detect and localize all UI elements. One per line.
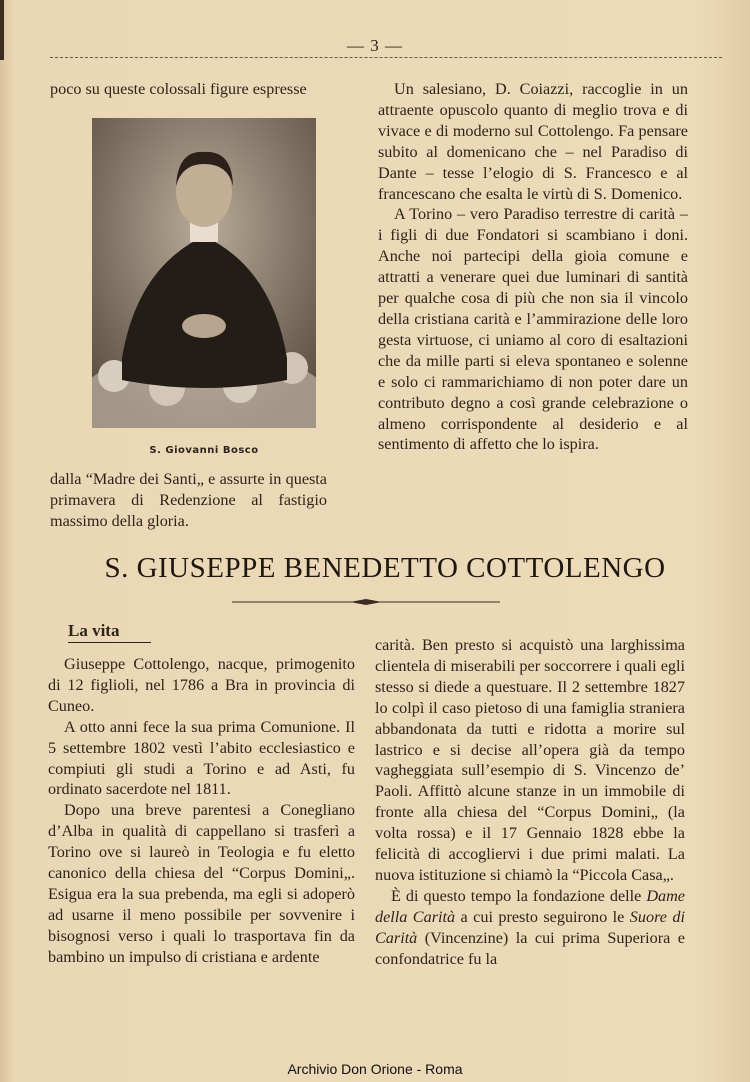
paragraph: carità. Ben presto si acquistò una larghissima clientela di miserabili per soccorrere i quali egli stesso si diede a questuare. Il 2 settembre 1827 lo colpì il caso pietoso di una famiglia straniera abbandonata da tutti e ridotta a morire sul lastrico e si decise all’opera già da tempo vagheggiata sull’esempio di S. Vincenzo de’ Paoli. Affittò alcune stanze in un immobile di fronte alla chiesa del “Corpus Domini„ (la volta rossa) e il 17 Gennaio 1828 ebbe la felicità di accogliervi i due primi malati. La nuova istituzione si chiamò la “Piccola Casa„. (375, 636, 685, 884)
paragraph: Giuseppe Cottolengo, nacque, primogenito di 12 figlioli, nel 1786 a Bra in provincia di Cuneo. (48, 655, 355, 715)
paragraph-with-emphasis (375, 886, 685, 970)
text-run: È di questo tempo la fondazione delle (391, 886, 647, 905)
top-left-intro (50, 79, 327, 100)
intro-line: poco su queste colossali figure espresse (50, 80, 307, 98)
bottom-left-column (48, 654, 355, 968)
photo-caption: S. Giovanni Bosco (149, 445, 259, 456)
page-number: — 3 — (347, 36, 403, 55)
paragraph: Dopo una breve parentesi a Conegliano d’Alba in qualità di cappellano si trasferì a Torino ove si laureò in Teologia e fu eletto canonico della chiesa del “Corpus Domini„. Esigua era la sua prebenda, ma egli si adoperò ad usarne il meno possibile per sovvenire i bisognosi verso i quali lo trasportava fin da bambino un impulso di cristiana e ardente (48, 801, 355, 966)
section-title: S. GIUSEPPE BENEDETTO COTTOLENGO (104, 552, 666, 584)
top-left-text (50, 469, 327, 532)
paragraph: A otto anni fece la sua prima Comunione. Il 5 settembre 1802 vestì l’abito ecclesiastico e compiuti gli studi a Torino e ad Asti, fu ordinato sacerdote nel 1811. (48, 717, 355, 799)
portrait-photo (92, 118, 316, 428)
text-run: (Vincenzine) la cui prima Superiora e confondatrice fu la (375, 928, 685, 968)
subsection-heading: La vita (68, 621, 120, 640)
binding-edge (0, 0, 4, 60)
title-ornament (232, 598, 500, 606)
paragraph: dalla “Madre dei Santi„ e assurte in questa primavera di Redenzione al fastigio massimo della gloria. (50, 470, 327, 530)
header-rule (50, 57, 722, 58)
portrait-illustration (92, 118, 316, 428)
emphasis-dame: Dame della Carità (375, 886, 685, 926)
emphasis-suore: Suore di Carità (375, 907, 685, 947)
subsection-rule (68, 642, 151, 643)
paragraph: Un salesiano, D. Coiazzi, raccoglie in un attraente opuscolo quanto di meglio trova e di vivace e di moderno sul Cottolengo. Fa pensare subito al domenicano che – nel Paradiso di Dante – tesse l’elogio di S. Francesco e al francescano che esalta le virtù di S. Domenico. (378, 80, 688, 203)
bottom-right-column (375, 635, 685, 970)
paragraph: A Torino – vero Paradiso terrestre di carità – i figli di due Fondatori si scambiano i doni. Anche noi partecipi della gioia comune e attratti a venerare quei due luminari di santità per qualche cosa di più che non sia il vincolo della cristiana carità e l’ammirazione delle loro gesta virtuose, ci uniamo al coro di esaltazioni che da mille parti si eleva spontaneo e solenne e solo ci rammarichiamo di non poter dare un contributo degno a così grande celebrazione o almeno corrispondente al desiderio e al sentimento di affetto che lo ispira. (378, 205, 688, 454)
archive-footer: Archivio Don Orione - Roma (287, 1061, 463, 1077)
top-right-column (378, 79, 688, 455)
text-run: a cui presto seguirono le (455, 907, 630, 926)
